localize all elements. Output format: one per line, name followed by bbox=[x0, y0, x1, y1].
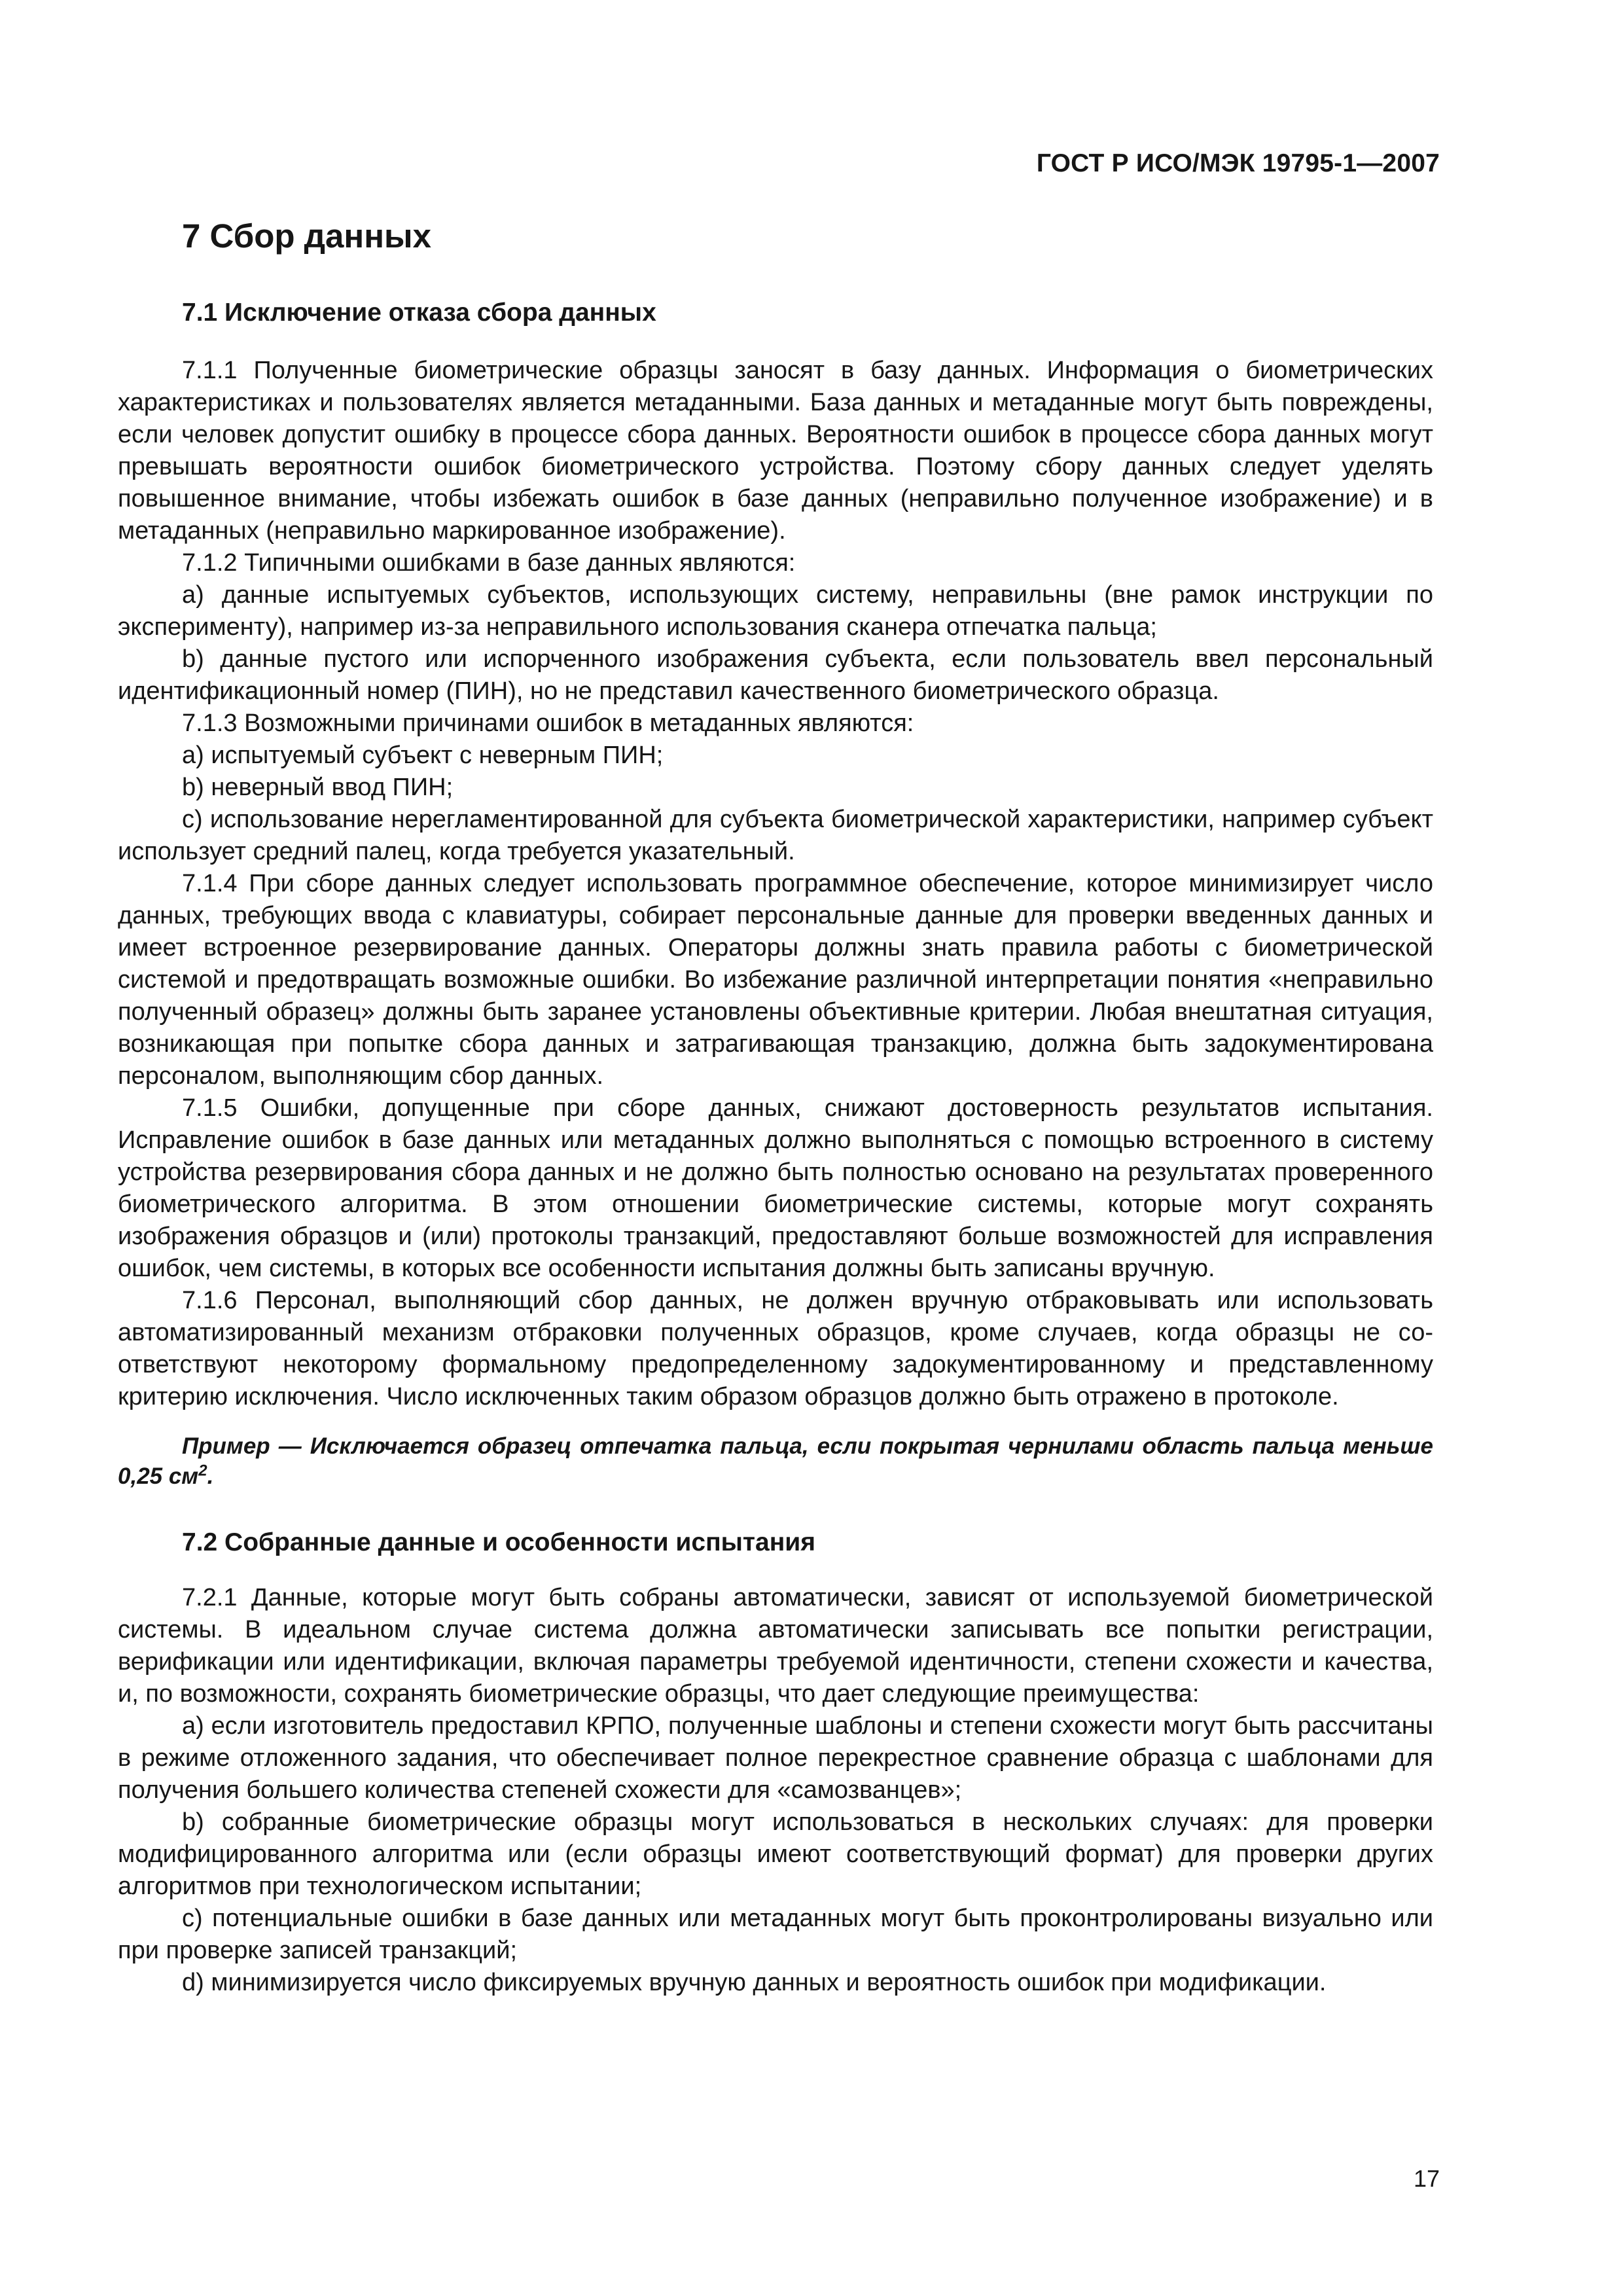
paragraph-7-1-4: 7.1.4 При сборе данных следует использовать программное обеспечение, которое минимизирует число данных, требующих ввода с клавиатуры, собирает персональные данные для проверки введенных данных и имеет встроенное резервирование данных. Операторы должны знать правила работы с биометрической системой и предотвращать возможные ошибки. Во избежание различной интерпретации понятия «неправильно полученный образец» должны быть заранее установлены объективные критерии. Любая внештатная ситуация, возникающая при попытке сбора данных и затрагивающая транзакцию, должна быть задокументирована персоналом, выполняющим сбор данных. bbox=[118, 869, 1433, 1090]
paragraph-7-1-2: 7.1.2 Типичными ошибками в базе данных являются: bbox=[182, 548, 796, 577]
list-item-7-1-3-c: с) использование нерегламентированной для субъекта биометрической характеристики, например субъект использует средний палец, когда требуется указательный. bbox=[118, 805, 1433, 865]
paragraph-7-1-1: 7.1.1 Полученные биометрические образцы заносят в базу данных. Информация о биометрических характеристиках и пользователях является метаданными. База данных и метаданные могут быть повреждены, если человек допустит ошибку в процессе сбора данных. Вероятности ошибок в процессе сбора данных могут превышать вероятности ошибок биометрического устройства. Поэтому сбору данных следует уделять повышенное внимание, чтобы избежать ошибок в базе данных (неправильно полученное изображение) и в метаданных (неправильно маркированное изображение). bbox=[118, 356, 1433, 545]
paragraph-7-1-6: 7.1.6 Персонал, выполняющий сбор данных, не должен вручную отбраковывать или использовать автоматизированный механизм отбраковки полученных образцов, кроме случаев, когда образцы не соответствуют некоторому формальному предопределенному задокументированному и представленному критерию исключения. Число исключенных таким образом образцов должно быть отражено в протоколе. bbox=[118, 1286, 1433, 1410]
list-item-7-2-1-d: d) минимизируется число фиксируемых вручную данных и вероятность ошибок при модификации. bbox=[182, 1968, 1327, 1996]
list-item-7-1-3-a: а) испытуемый субъект с неверным ПИН; bbox=[182, 741, 664, 769]
page-number: 17 bbox=[1413, 2165, 1440, 2192]
paragraph-7-1-5: 7.1.5 Ошибки, допущенные при сборе данных, снижают достоверность результатов испытания. Исправление ошибок в базе данных или метаданных должно выполняться с помощью встроенного в систему устройства резервирования сбора данных и не должно быть полностью основано на результатах проверенного биометрического алгоритма. В этом отношении биометрические системы, которые могут сохранять изображения образцов и (или) протоколы транзакций, предоставляют больше возможностей для исправления ошибок, чем системы, в которых все особенности испытания должны быть записаны вручную. bbox=[118, 1094, 1433, 1282]
list-item-7-2-1-a: а) если изготовитель предоставил КРПО, полученные шаблоны и степени схожести могут быть рассчитаны в режиме отложенного задания, что обеспечивает полное перекрестное сравнение образца с шаблонами для получения большего количества степеней схожести для «самозванцев»; bbox=[118, 1712, 1433, 1804]
list-item-7-2-1-b: b) собранные биометрические образцы могут использоваться в нескольких случаях: для проверки модифицированного алгоритма или (если образцы имеют соответствующий формат) для проверки других алгоритмов при технологическом испытании; bbox=[118, 1808, 1433, 1900]
list-item-7-1-3-b: b) неверный ввод ПИН; bbox=[182, 773, 454, 801]
example-end: . bbox=[207, 1463, 214, 1489]
section-title: 7 Сбор данных bbox=[182, 217, 431, 255]
list-item-7-1-2-b: b) данные пустого или испорченного изображения субъекта, если пользователь ввел персональный идентификационный номер (ПИН), но не представил качественного биометрического образца. bbox=[118, 645, 1433, 705]
example-text: Пример — Исключается образец отпечатка пальца, если покрытая чернилами область пальца меньше 0,25 см bbox=[118, 1433, 1433, 1489]
document-header: ГОСТ Р ИСО/МЭК 19795-1—2007 bbox=[1036, 149, 1440, 177]
paragraph-7-1-3: 7.1.3 Возможными причинами ошибок в метаданных являются: bbox=[182, 709, 914, 737]
example-superscript: 2 bbox=[198, 1462, 207, 1480]
subsection-title-7-1: 7.1 Исключение отказа сбора данных bbox=[182, 298, 656, 327]
page-content bbox=[118, 216, 1433, 1999]
subsection-title-7-2: 7.2 Собранные данные и особенности испытания bbox=[182, 1528, 816, 1556]
list-item-7-1-2-a: а) данные испытуемых субъектов, использующих систему, неправильны (вне рамок инструкции по эксперименту), например из-за неправильного использования сканера отпечатка пальца; bbox=[118, 581, 1433, 641]
list-item-7-2-1-c: с) потенциальные ошибки в базе данных или метаданных могут быть проконтролированы визуально или при проверке записей транзакций; bbox=[118, 1904, 1433, 1964]
example-note bbox=[118, 1431, 1433, 1492]
paragraph-7-2-1: 7.2.1 Данные, которые могут быть собраны автоматически, зависят от используемой биометрической системы. В идеальном случае система должна автоматически записывать все попытки регистрации, верификации или идентификации, включая параметры требуемой идентичности, степени схожести и качества, и, по возможности, сохранять биометрические образцы, что дает следующие преимущества: bbox=[118, 1583, 1433, 1708]
